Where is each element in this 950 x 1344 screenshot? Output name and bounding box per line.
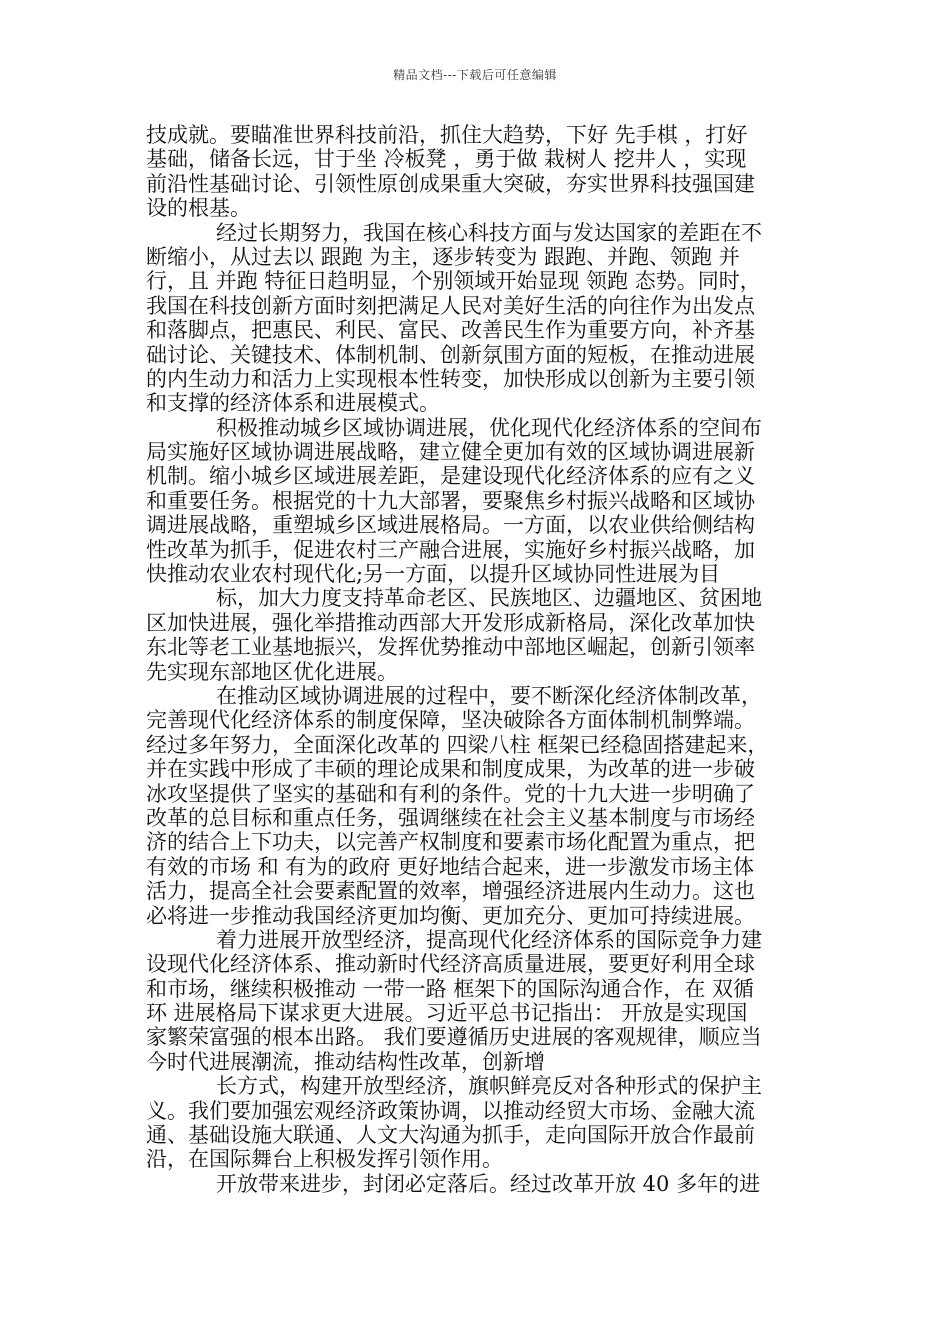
text-line: 经过多年努力，全面深化改革的 四梁八柱 框架已经稳固搭建起来，: [146, 732, 769, 757]
text-line: 快推动农业农村现代化;另一方面，以提升区域协同性进展为目: [146, 562, 721, 587]
text-line: 在推动区域协调进展的过程中，要不断深化经济体制改革，: [216, 683, 762, 708]
text-line: 今时代进展潮流，推动结构性改革，创新增: [146, 1049, 545, 1074]
text-line: 和市场，继续积极推动 一带一路 框架下的国际沟通合作，在 双循: [146, 976, 755, 1001]
text-line: 技成就。要瞄准世界科技前沿，抓住大趋势，下好 先手棋 ，打好: [146, 123, 748, 147]
text-line: 有效的市场 和 有为的政府 更好地结合起来，进一步激发市场主体: [146, 854, 755, 879]
text-line: 通、基础设施大联通、人文大沟通为抓手，走向国际开放合作最前: [146, 1123, 755, 1148]
text-line: 着力进展开放型经济，提高现代化经济体系的国际竞争力建: [216, 927, 762, 952]
text-line: 前沿性基础讨论、引领性原创成果重大突破，夯实世界科技强国建: [146, 171, 755, 196]
text-line: 活力，提高全社会要素配置的效率，增强经济进展内生动力。这也: [146, 879, 755, 904]
text-line: 东北等老工业基地振兴，发挥优势推动中部地区崛起，创新引领率: [146, 635, 755, 660]
text-line: 和落脚点，把惠民、利民、富民、改善民生作为重要方向，补齐基: [146, 318, 755, 343]
text-line: 我国在科技创新方面时刻把满足人民对美好生活的向往作为出发点: [146, 293, 755, 318]
text-line: 调进展战略，重塑城乡区域进展格局。一方面，以农业供给侧结构: [146, 513, 755, 538]
text-line: 长方式，构建开放型经济，旗帜鲜亮反对各种形式的保护主: [216, 1074, 762, 1099]
text-line: 改革的总目标和重点任务，强调继续在社会主义基本制度与市场经: [146, 805, 755, 830]
text-line: 并在实践中形成了丰硕的理论成果和制度成果，为改革的进一步破: [146, 757, 755, 782]
text-line: 行，且 并跑 特征日趋明显，个别领域开始显现 领跑 态势。同时，: [146, 269, 761, 294]
text-line: 机制。缩小城乡区域进展差距，是建设现代化经济体系的应有之义: [146, 464, 755, 489]
body-text: [146, 123, 810, 1196]
text-line: 局实施好区域协调进展战略，建立健全更加有效的区域协调进展新: [146, 440, 755, 465]
text-line: 开放带来进步，封闭必定落后。经过改革开放 40 多年的进: [216, 1171, 761, 1196]
text-line: 基础，储备长远，甘于坐 冷板凳 ，勇于做 栽树人 挖井人 ，实现: [146, 147, 747, 172]
text-line: 经过长期努力，我国在核心科技方面与发达国家的差距在不: [216, 220, 762, 245]
text-line: 环 进展格局下谋求更大进展。习近平总书记指出： 开放是实现国: [146, 1001, 748, 1026]
text-line: 的内生动力和活力上实现根本性转变，加快形成以创新为主要引领: [146, 366, 755, 391]
text-line: 济的结合上下功夫，以完善产权制度和要素市场化配置为重点，把: [146, 830, 755, 855]
text-line: 设现代化经济体系、推动新时代经济高质量进展，要更好利用全球: [146, 952, 755, 977]
text-line: 标，加大力度支持革命老区、民族地区、边疆地区、贫困地: [216, 586, 762, 611]
text-line: 义。我们要加强宏观经济政策协调，以推动经贸大市场、金融大流: [146, 1098, 755, 1123]
page-header: 精品文档---下载后可任意编辑: [393, 68, 557, 82]
text-line: 积极推动城乡区域协调进展，优化现代化经济体系的空间布: [216, 415, 762, 440]
text-line: 断缩小，从过去以 跟跑 为主，逐步转变为 跟跑、并跑、领跑 并: [146, 244, 740, 269]
text-line: 冰攻坚提供了坚实的基础和有利的条件。党的十九大进一步明确了: [146, 781, 755, 806]
text-line: 沿，在国际舞台上积极发挥引领作用。: [146, 1147, 503, 1172]
text-line: 先实现东部地区优化进展。: [146, 659, 398, 684]
text-line: 必将进一步推动我国经济更加均衡、更加充分、更加可持续进展。: [146, 903, 755, 928]
text-line: 设的根基。: [146, 196, 251, 221]
text-line: 和支撑的经济体系和进展模式。: [146, 391, 440, 416]
text-line: 础讨论、关键技术、体制机制、创新氛围方面的短板，在推动进展: [146, 342, 755, 367]
text-line: 性改革为抓手，促进农村三产融合进展，实施好乡村振兴战略，加: [146, 537, 755, 562]
text-line: 家繁荣富强的根本出路。 我们要遵循历史进展的客观规律，顺应当: [146, 1025, 762, 1050]
text-line: 完善现代化经济体系的制度保障，坚决破除各方面体制机制弊端。: [146, 708, 755, 733]
text-line: 区加快进展，强化举措推动西部大开发形成新格局，深化改革加快: [146, 610, 755, 635]
text-line: 和重要任务。根据党的十九大部署，要聚焦乡村振兴战略和区域协: [146, 488, 755, 513]
